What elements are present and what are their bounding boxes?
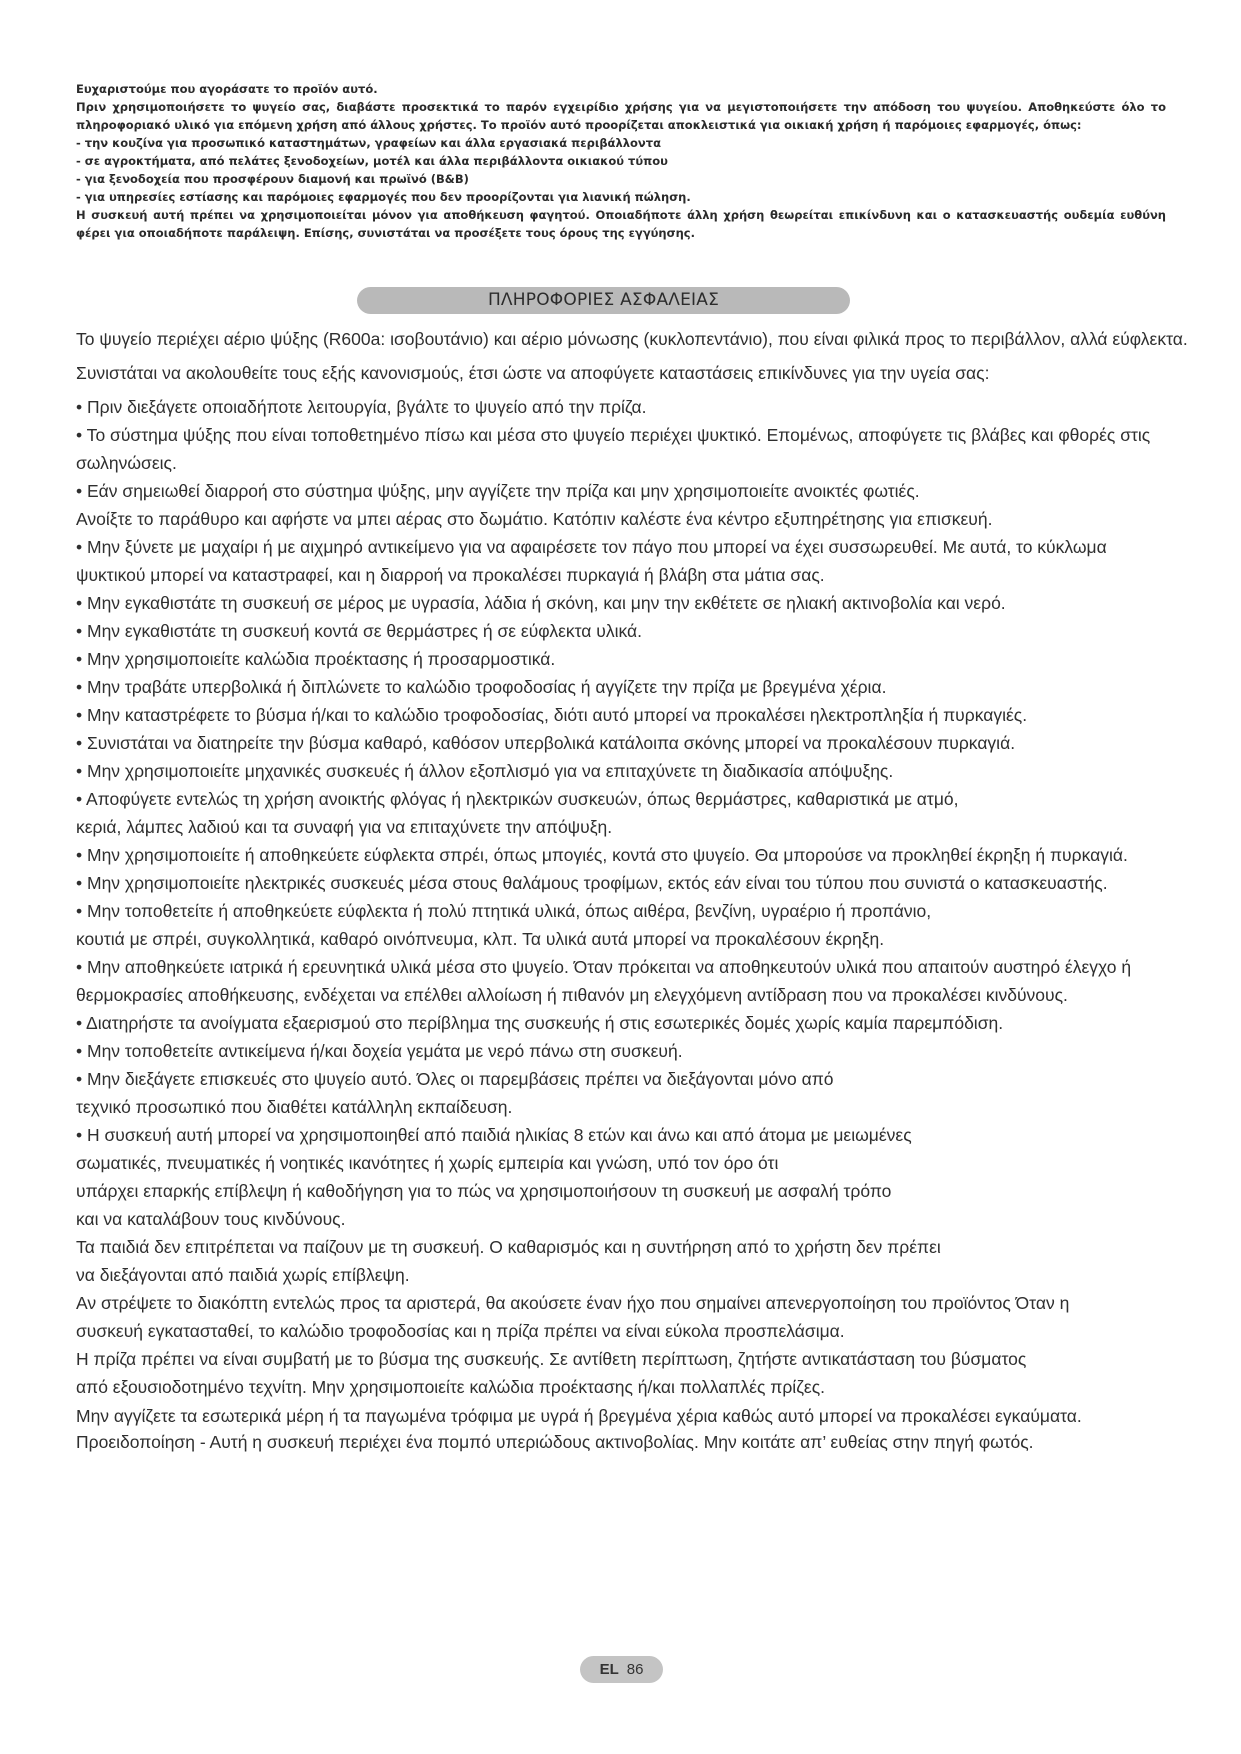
intro-use-item: - για ξενοδοχεία που προσφέρουν διαμονή και πρωϊνό (B&B) xyxy=(76,172,469,186)
intro-use-item: - σε αγροκτήματα, από πελάτες ξενοδοχείων, μοτέλ και άλλα περιβάλλοντα οικιακού τύπου xyxy=(76,154,668,168)
safety-bullet: • Συνιστάται να διατηρείτε την βύσμα καθαρό, καθόσον υπερβολικά κατάλοιπα σκόνης μπορεί να προκαλέσουν πυρκαγιά. xyxy=(76,733,1016,753)
safety-bullet: • Αποφύγετε εντελώς τη χρήση ανοικτής φλόγας ή ηλεκτρικών συσκευών, όπως θερμάστρες, καθαριστικά με ατμό, xyxy=(76,789,959,809)
intro-food-only: Η συσκευή αυτή πρέπει να χρησιμοποιείται μόνον για αποθήκευση φαγητού. Οποιαδήποτε άλλη χρήση θεωρείται επικίνδυνη και ο κατασκευαστής ουδεμία ευθύνη φέρει για οποιαδήποτε παράλειψη. Επίσης, συνιστάται να προσέξετε τους όρους της εγγύησης. xyxy=(76,208,1166,240)
safety-bullet: • Μην ξύνετε με μαχαίρι ή με αιχμηρό αντικείμενο για να αφαιρέσετε τον πάγο που μπορεί να έχει συσσωρευθεί. Με αυτά, το κύκλωμα xyxy=(76,537,1107,557)
safety-bullet: • Μην χρησιμοποιείτε ηλεκτρικές συσκευές μέσα στους θαλάμους τροφίμων, εκτός εάν είναι του τύπου που συνιστά ο κατασκευαστής. xyxy=(76,873,1108,893)
safety-bullet: • Διατηρήστε τα ανοίγματα εξαερισμού στο περίβλημα της συσκευής ή στις εσωτερικές δομές χωρίς καμία παρεμπόδιση. xyxy=(76,1013,1004,1033)
safety-bullet-cont: υπάρχει επαρκής επίβλεψη ή καθοδήγηση για το πώς να χρησιμοποιήσουν τη συσκευή με ασφαλή τρόπο xyxy=(76,1181,892,1201)
safety-bullet-cont: κουτιά με σπρέι, συγκολλητικά, καθαρό οινόπνευμα, κλπ. Τα υλικά αυτά μπορεί να προκαλέσουν έκρηξη. xyxy=(76,929,885,949)
safety-recommend: Συνιστάται να ακολουθείτε τους εξής κανονισμούς, έτσι ώστε να αποφύγετε καταστάσεις επικίνδυνες για την υγεία σας: xyxy=(76,363,990,383)
safety-bullet-cont: Ανοίξτε το παράθυρο και αφήστε να μπει αέρας στο δωμάτιο. Κατόπιν καλέστε ένα κέντρο εξυπηρέτησης για επισκευή. xyxy=(76,509,993,529)
page-number: 86 xyxy=(626,1661,644,1678)
safety-bullet: • Μην αποθηκεύετε ιατρικά ή ερευνητικά υλικά μέσα στο ψυγείο. Όταν πρόκειται να αποθηκευτούν υλικά που απαιτούν αυστηρό έλεγχο ή θερμοκρασίες αποθήκευσης, ενδέχεται να επέλθει αλλοίωση ή πιθανόν μη ελεγχόμενη αντίδραση που να προκαλέσει κινδύνους. xyxy=(76,957,1132,1005)
page-number-badge xyxy=(580,1656,663,1683)
safety-bullet: • Μην χρησιμοποιείτε μηχανικές συσκευές ή άλλον εξοπλισμό για να επιταχύνετε τη διαδικασία απόψυξης. xyxy=(76,761,894,781)
safety-bullet: • Μην εγκαθιστάτε τη συσκευή σε μέρος με υγρασία, λάδια ή σκόνη, και μην την εκθέτετε σε ηλιακή ακτινοβολία και νερό. xyxy=(76,593,1006,613)
safety-bullet: • Μην τραβάτε υπερβολικά ή διπλώνετε το καλώδιο τροφοδοσίας ή αγγίζετε την πρίζα με βρεγμένα χέρια. xyxy=(76,677,887,697)
safety-frozen: Μην αγγίζετε τα εσωτερικά μέρη ή τα παγωμένα τρόφιμα με υγρά ή βρεγμένα χέρια καθώς αυτό μπορεί να προκαλέσει εγκαύματα. xyxy=(76,1406,1082,1426)
safety-plug-cont: από εξουσιοδοτημένο τεχνίτη. Μην χρησιμοποιείτε καλώδια προέκτασης ή/και πολλαπλές πρίζες. xyxy=(76,1377,826,1397)
intro-thanks: Ευχαριστούμε που αγοράσατε το προϊόν αυτό. xyxy=(76,82,378,96)
safety-kids: Τα παιδιά δεν επιτρέπεται να παίζουν με τη συσκευή. Ο καθαρισμός και η συντήρηση από το χρήστη δεν πρέπει xyxy=(76,1237,941,1257)
safety-bullet: • Μην χρησιμοποιείτε ή αποθηκεύετε εύφλεκτα σπρέι, όπως μπογιές, κοντά στο ψυγείο. Θα μπορούσε να προκληθεί έκρηξη ή πυρκαγιά. xyxy=(76,845,1128,865)
intro-use-item: - την κουζίνα για προσωπικό καταστημάτων, γραφείων και άλλα εργασιακά περιβάλλοντα xyxy=(76,136,661,150)
safety-bullet: • Εάν σημειωθεί διαρροή στο σύστημα ψύξης, μην αγγίζετε την πρίζα και μην χρησιμοποιείτε ανοικτές φωτιές. xyxy=(76,481,920,501)
intro-use-item: - για υπηρεσίες εστίασης και παρόμοιες εφαρμογές που δεν προορίζονται για λιανική πώληση. xyxy=(76,190,691,204)
safety-bullet: • Πριν διεξάγετε οποιαδήποτε λειτουργία, βγάλτε το ψυγείο από την πρίζα. xyxy=(76,397,647,417)
safety-bullet: • Μην τοποθετείτε ή αποθηκεύετε εύφλεκτα ή πολύ πτητικά υλικά, όπως αιθέρα, βενζίνη, υγραέριο ή προπάνιο, xyxy=(76,901,932,921)
safety-text xyxy=(76,325,1191,1453)
safety-bullet-cont: κεριά, λάμπες λαδιού και τα συναφή για να επιταχύνετε την απόψυξη. xyxy=(76,817,613,837)
safety-gas: Το ψυγείο περιέχει αέριο ψύξης (R600a: ισοβουτάνιο) και αέριο μόνωσης (κυκλοπεντάνιο), που είναι φιλικά προς το περιβάλλον, αλλά εύφλεκτα. xyxy=(76,329,1188,349)
section-title: ΠΛΗΡΟΦΟΡΙΕΣ ΑΣΦΑΛΕΙΑΣ xyxy=(357,287,850,314)
safety-bullet: • Μην εγκαθιστάτε τη συσκευή κοντά σε θερμάστρες ή σε εύφλεκτα υλικά. xyxy=(76,621,642,641)
language-code: EL xyxy=(599,1661,619,1678)
safety-bullet: • Το σύστημα ψύξης που είναι τοποθετημένο πίσω και μέσα στο ψυγείο περιέχει ψυκτικό. Επομένως, αποφύγετε τις βλάβες και φθορές στις σωληνώσεις. xyxy=(76,425,1151,473)
safety-bullet: • Μην διεξάγετε επισκευές στο ψυγείο αυτό. Όλες οι παρεμβάσεις πρέπει να διεξάγονται μόνο από xyxy=(76,1069,834,1089)
intro-before-use: Πριν χρησιμοποιήσετε το ψυγείο σας, διαβάστε προσεκτικά το παρόν εγχειρίδιο χρήσης για να μεγιστοποιήσετε την απόδοση του ψυγείου. Αποθηκεύστε όλο το πληροφοριακό υλικό για επόμενη χρήση από άλλους χρήστες. Το προϊόν αυτό προορίζεται αποκλειστικά για οικιακή χρήση ή παρόμοιες εφαρμογές, όπως: xyxy=(76,100,1166,132)
safety-bullet-cont: ψυκτικού μπορεί να καταστραφεί, και η διαρροή να προκαλέσει πυρκαγιά ή βλάβη στα μάτια σας. xyxy=(76,565,825,585)
safety-switch: Αν στρέψετε το διακόπτη εντελώς προς τα αριστερά, θα ακούσετε έναν ήχο που σημαίνει απενεργοποίηση του προϊόντος Όταν η xyxy=(76,1293,1070,1313)
safety-bullet-cont: τεχνικό προσωπικό που διαθέτει κατάλληλη εκπαίδευση. xyxy=(76,1097,513,1117)
safety-uv: Προειδοποίηση - Αυτή η συσκευή περιέχει ένα πομπό υπεριώδους ακτινοβολίας. Μην κοιτάτε απ’ ευθείας στην πηγή φωτός. xyxy=(76,1432,1034,1452)
safety-plug: Η πρίζα πρέπει να είναι συμβατή με το βύσμα της συσκευής. Σε αντίθετη περίπτωση, ζητήστε αντικατάσταση του βύσματος xyxy=(76,1349,1027,1369)
safety-switch-cont: συσκευή εγκατασταθεί, το καλώδιο τροφοδοσίας και η πρίζα πρέπει να είναι εύκολα προσπελάσιμα. xyxy=(76,1321,845,1341)
safety-bullet: • Μην καταστρέφετε το βύσμα ή/και το καλώδιο τροφοδοσίας, διότι αυτό μπορεί να προκαλέσει ηλεκτροπληξία ή πυρκαγιές. xyxy=(76,705,1028,725)
safety-bullet-cont: και να καταλάβουν τους κινδύνους. xyxy=(76,1209,346,1229)
safety-bullet: • Η συσκευή αυτή μπορεί να χρησιμοποιηθεί από παιδιά ηλικίας 8 ετών και άνω και από άτομα με μειωμένες xyxy=(76,1125,912,1145)
intro-block xyxy=(76,80,1166,242)
safety-bullet-cont: σωματικές, πνευματικές ή νοητικές ικανότητες ή χωρίς εμπειρία και γνώση, υπό τον όρο ότι xyxy=(76,1153,779,1173)
safety-kids-cont: να διεξάγονται από παιδιά χωρίς επίβλεψη. xyxy=(76,1265,410,1285)
safety-bullet: • Μην χρησιμοποιείτε καλώδια προέκτασης ή προσαρμοστικά. xyxy=(76,649,556,669)
safety-bullet: • Μην τοποθετείτε αντικείμενα ή/και δοχεία γεμάτα με νερό πάνω στη συσκευή. xyxy=(76,1041,683,1061)
